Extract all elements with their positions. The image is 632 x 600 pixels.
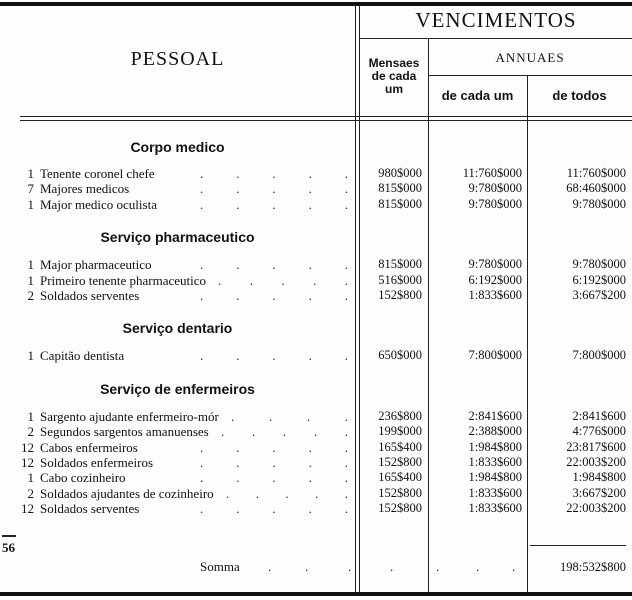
table-row (0, 181, 632, 196)
monthly-value: 165$400 (378, 439, 422, 454)
leader-dot: . (272, 166, 276, 181)
table-row (0, 501, 632, 516)
row-label: Segundos sargentos amanuenses (40, 424, 209, 440)
table-row (0, 455, 632, 470)
leader-dot: . (249, 272, 253, 288)
leader-dots (200, 348, 348, 363)
leader-dot: . (308, 257, 312, 273)
leader-dot: . (272, 454, 276, 470)
leader-dot: . (344, 272, 348, 288)
annual-value: 6:192$000 (468, 272, 522, 287)
monthly-value: 152$800 (378, 501, 422, 516)
monthly-value: 152$800 (378, 485, 422, 500)
row-quantity: 12 (21, 454, 34, 470)
annual-value: 1:984$800 (468, 470, 522, 485)
section-gap (0, 341, 632, 348)
header-vencimentos: VENCIMENTOS (415, 8, 577, 32)
total-value: 2:841$600 (572, 408, 626, 423)
row-label: Cabo cozinheiro (40, 470, 126, 486)
leader-dot: . (272, 439, 276, 455)
monthly-value: 152$800 (378, 454, 422, 469)
total-value: 22:003$200 (566, 501, 626, 516)
row-label: Cabos enfermeiros (40, 439, 138, 455)
leader-dot: . (344, 424, 348, 440)
header-divider (360, 38, 632, 39)
leader-dots (221, 424, 348, 439)
leader-dot: . (272, 196, 276, 212)
annual-value: 1:833$600 (468, 501, 522, 516)
leader-dots (231, 409, 348, 424)
row-quantity: 1 (27, 408, 34, 424)
leader-dot: . (200, 196, 204, 212)
somma-dot: . (348, 559, 352, 574)
leader-dot: . (236, 257, 240, 273)
leader-dot: . (344, 470, 348, 486)
row-quantity: 12 (21, 501, 34, 517)
table-row (0, 424, 632, 439)
table-row (0, 440, 632, 455)
somma-dot: . (436, 559, 440, 574)
qty-sum-rule (2, 535, 16, 537)
row-quantity: 7 (27, 181, 34, 197)
monthly-value: 980$000 (378, 166, 422, 180)
header-mensaes: Mensaes de cada um (368, 56, 420, 96)
leader-dot: . (344, 485, 348, 501)
leader-dot: . (272, 257, 276, 273)
somma-value: 198:532$800 (560, 560, 626, 574)
leader-dot: . (236, 287, 240, 303)
annual-value: 11:760$000 (462, 166, 522, 180)
leader-dots (200, 197, 348, 212)
leader-dot: . (200, 439, 204, 455)
total-quantity: 56 (2, 540, 15, 555)
row-label: Soldados serventes (40, 501, 140, 517)
row-quantity: 1 (27, 257, 34, 273)
total-value: 6:192$000 (572, 272, 626, 287)
monthly-value: 650$000 (378, 348, 422, 363)
leader-dot: . (344, 439, 348, 455)
table-row (0, 288, 632, 303)
leader-dot: . (344, 348, 348, 364)
row-label: Tenente coronel chefe (40, 166, 155, 181)
leader-dot: . (268, 408, 273, 424)
leader-dot: . (308, 454, 312, 470)
row-label: Capitão dentista (40, 348, 125, 364)
leader-dot: . (236, 454, 240, 470)
total-value: 9:780$000 (572, 196, 626, 211)
total-value: 1:984$800 (572, 470, 626, 485)
leader-dot: . (308, 196, 312, 212)
row-quantity: 12 (21, 439, 34, 455)
header-annuaes: ANNUAES (495, 50, 565, 65)
top-rule (0, 2, 632, 6)
row-quantity: 1 (27, 348, 34, 364)
total-value: 68:460$000 (566, 181, 626, 196)
table-row (0, 273, 632, 288)
somma-dot: . (268, 559, 272, 574)
leader-dot: . (272, 287, 276, 303)
row-label: Major pharmaceutico (40, 257, 152, 273)
leader-dots (226, 486, 348, 501)
row-label: Majores medicos (40, 181, 130, 197)
leader-dot: . (306, 408, 311, 424)
monthly-value: 815$000 (378, 257, 422, 272)
annual-value: 9:780$000 (468, 196, 522, 211)
leader-dot: . (272, 501, 276, 517)
leader-dot: . (313, 272, 317, 288)
total-value: 3:667$200 (572, 287, 626, 302)
header-bottom-rule (20, 120, 632, 121)
leader-dot: . (236, 470, 240, 486)
monthly-value: 199$000 (378, 424, 422, 439)
table-body (0, 136, 632, 516)
leader-dot: . (200, 454, 204, 470)
total-value: 11:760$000 (566, 166, 626, 180)
section-title: Serviço de enfermeiros (100, 380, 255, 397)
row-label: Soldados serventes (40, 287, 140, 303)
table-row (0, 166, 632, 181)
leader-dot: . (200, 181, 204, 197)
leader-dot: . (272, 348, 276, 364)
leader-dots (200, 501, 348, 516)
leader-dot: . (344, 501, 348, 517)
section-title: Serviço pharmaceutico (100, 229, 255, 246)
leader-dot: . (308, 470, 312, 486)
annual-value: 9:780$000 (468, 257, 522, 272)
total-value: 23:817$600 (566, 439, 626, 454)
leader-dot: . (308, 287, 312, 303)
leader-dot: . (200, 470, 204, 486)
row-quantity: 1 (27, 470, 34, 486)
leader-dot: . (344, 454, 348, 470)
row-label: Primeiro tenente pharmaceutico (40, 272, 207, 288)
leader-dot: . (344, 287, 348, 303)
leader-dot: . (231, 408, 235, 424)
leader-dot: . (200, 257, 204, 273)
leader-dots (218, 273, 348, 288)
row-quantity: 2 (27, 485, 34, 501)
leader-dot: . (200, 501, 204, 517)
leader-dots (200, 440, 348, 455)
somma-dot: . (476, 559, 480, 574)
total-value: 4:776$000 (572, 424, 626, 439)
row-label: Sargento ajudante enfermeiro-mór (40, 408, 219, 424)
leader-dot: . (236, 181, 240, 197)
annual-value: 9:780$000 (468, 181, 522, 196)
table-row (0, 197, 632, 212)
sum-rule (530, 545, 626, 546)
monthly-value: 815$000 (378, 181, 422, 196)
section-gap (0, 364, 632, 378)
annual-value: 1:833$600 (468, 454, 522, 469)
somma-label: Somma (200, 559, 240, 574)
leader-dot: . (344, 257, 348, 273)
annual-value: 1:833$600 (468, 485, 522, 500)
leader-dot: . (313, 424, 318, 440)
leader-dot: . (285, 485, 289, 501)
leader-dots (200, 455, 348, 470)
leader-dot: . (226, 485, 230, 501)
row-quantity: 1 (27, 166, 34, 181)
leader-dot: . (236, 439, 240, 455)
somma-dot: . (390, 559, 394, 574)
row-quantity: 1 (27, 272, 34, 288)
leader-dot: . (308, 166, 312, 181)
annual-value: 1:984$800 (468, 439, 522, 454)
header-annual-each: de cada um (441, 88, 514, 103)
header-bottom-rule (20, 116, 632, 117)
row-quantity: 1 (27, 196, 34, 212)
monthly-value: 815$000 (378, 196, 422, 211)
leader-dot: . (200, 348, 204, 364)
leader-dot: . (200, 166, 204, 181)
leader-dots (200, 166, 348, 181)
leader-dots (200, 470, 348, 485)
leader-dot: . (282, 424, 287, 440)
monthly-value: 165$400 (378, 470, 422, 485)
section-gap (0, 402, 632, 409)
table-row (0, 409, 632, 424)
somma-dot: . (512, 559, 516, 574)
table-row (0, 348, 632, 363)
leader-dot: . (236, 501, 240, 517)
bottom-rule (0, 592, 632, 596)
header-annual-all: de todos (552, 88, 607, 103)
total-value: 22:003$200 (566, 454, 626, 469)
annual-value: 2:841$600 (468, 408, 522, 423)
row-label: Major medico oculista (40, 196, 157, 212)
leader-dot: . (344, 408, 348, 424)
leader-dot: . (236, 348, 240, 364)
leader-dot: . (236, 196, 240, 212)
leader-dot: . (251, 424, 256, 440)
leader-dot: . (308, 181, 312, 197)
annual-value: 2:388$000 (468, 424, 522, 439)
section-gap (0, 303, 632, 317)
section-title: Serviço dentario (122, 320, 233, 337)
header-pessoal: PESSOAL (130, 48, 225, 70)
leader-dot: . (272, 470, 276, 486)
table-row (0, 486, 632, 501)
leader-dot: . (308, 501, 312, 517)
leader-dot: . (218, 272, 222, 288)
total-value: 7:800$000 (572, 348, 626, 363)
leader-dot: . (308, 439, 312, 455)
total-value: 3:667$200 (572, 485, 626, 500)
table-row (0, 257, 632, 272)
leader-dot: . (281, 272, 285, 288)
section-gap (0, 212, 632, 226)
row-label: Soldados ajudantes de cozinheiro (40, 485, 214, 501)
leader-dot: . (315, 485, 319, 501)
leader-dots (200, 181, 348, 196)
section-title: Corpo medico (130, 139, 225, 155)
monthly-value: 236$800 (378, 408, 422, 423)
leader-dot: . (272, 181, 276, 197)
leader-dot: . (344, 166, 348, 181)
leader-dot: . (308, 348, 312, 364)
leader-dot: . (344, 196, 348, 212)
monthly-value: 152$800 (378, 287, 422, 302)
annual-value: 1:833$600 (468, 287, 522, 302)
row-label: Soldados enfermeiros (40, 454, 154, 470)
somma-dot: . (305, 559, 309, 574)
header-divider (428, 75, 632, 76)
leader-dot: . (221, 424, 225, 440)
leader-dots (200, 288, 348, 303)
section-gap (0, 250, 632, 257)
annual-value: 7:800$000 (468, 348, 522, 363)
leader-dots (200, 257, 348, 272)
leader-dot: . (200, 287, 204, 303)
leader-dot: . (255, 485, 259, 501)
leader-dot: . (236, 166, 240, 181)
total-value: 9:780$000 (572, 257, 626, 272)
row-quantity: 2 (27, 287, 34, 303)
leader-dot: . (344, 181, 348, 197)
table-row (0, 470, 632, 485)
row-quantity: 2 (27, 424, 34, 440)
monthly-value: 516$000 (378, 272, 422, 287)
